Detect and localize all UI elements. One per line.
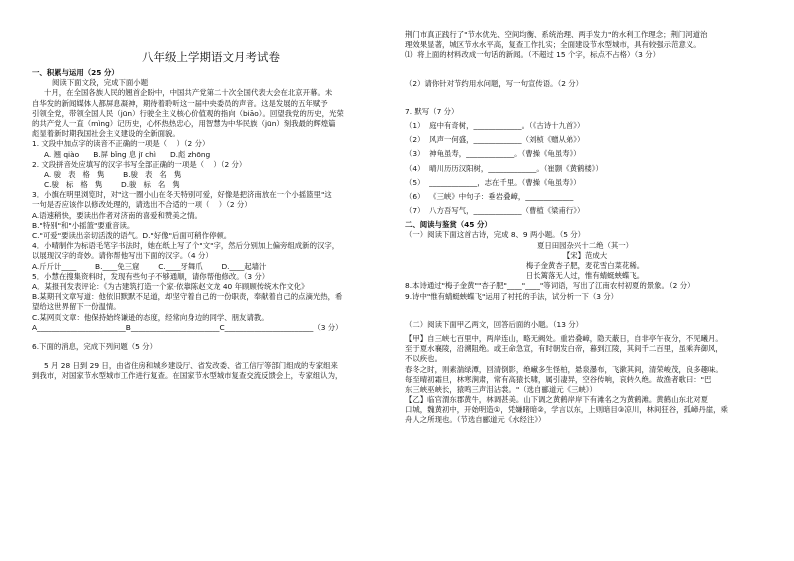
poem-line: 日长篱落无人过，惟有蜻蜓蛱蝶飞。: [525, 271, 645, 281]
passage-line: 十月，在全国各族人民的翘首企盼中，中国共产党第二十次全国代表大会在北京开幕。未: [44, 88, 333, 98]
dictation-item: （1） 庭中有奇树，_____________。（《古诗十九首》）: [405, 120, 585, 130]
text-a-line: 不以疾也。: [405, 354, 442, 364]
passage-line: 自华发的新闻媒体人都屏息凝神，期待着聆听这一届中央委员的声音。这是发展的五年赋予: [32, 98, 328, 108]
dictation-item: （2） 风声一何盛，_____________（刘桢《赠从弟》）: [405, 135, 585, 145]
reading-1-instruction: （一）阅读下面这首古诗，完成 8、9 两小题。（5 分）: [405, 230, 586, 240]
text-b-line: 舟人之所现也。（节选自郦道元《水经注》）: [405, 415, 546, 425]
right-column: [405, 0, 765, 426]
news-line: 5 月 28 日到 29 日，由省住房和城乡建设厅、省发改委、省工信厅等部门组成的专家组来: [44, 361, 338, 371]
text-b-line: 口城，魏黄初中，开始明造①，凭嫌睹暗②，学言以东，上则暗目③凉川，林间狂谷，孤嶂丹崖，乘: [405, 405, 728, 415]
question-6: 6.下面的消息，完成下列问题（5 分）: [32, 341, 157, 351]
question-3: 一句是否应该作以修改处理的，请选出不合适的一项（ ）（2 分）: [32, 200, 252, 210]
question-3-option: A.语速稍快，要读出作者对济南的喜爱和赞美之情。: [32, 210, 202, 220]
passage-line: 引领全党，带领全国人民（jūn）行驶全主义核心价值观的指向（biāo）。回望我党的历史，光荣: [32, 108, 344, 118]
dictation-item: （4） 晴川历历汉阳树，_____________。（崔颢《黄鹤楼》）: [405, 163, 603, 173]
dictation-item: （5） _____________，志在千里。（曹操《龟虽寿》）: [405, 177, 581, 187]
text-a-line: 至于夏水襄陵，沿溯阻绝。或王命急宣，有时朝发白帝，暮到江陵，其间千二百里，虽乘奔御风，: [405, 344, 723, 354]
news-line: 理效果显著，城区节水水平高，复查工作扎实；全面建设节水型城市，具有较强示范意义。: [405, 40, 701, 50]
question-1: 1. 文段中加点字的读音不正确的一项是（ ）（2 分）: [32, 139, 210, 149]
question-5-item: 望给这世界留下一份温情。: [32, 302, 121, 312]
reading-2-instruction: （二）阅读下面甲乙两文，回答后面的小题。（13 分）: [405, 319, 584, 329]
question-4: 4．小晴制作为标语毛笔字书法时，她在纸上写了个"文"字，然后分别加上偏旁组成新的汉字，: [32, 241, 340, 251]
left-column: [32, 0, 390, 381]
text-a-line: 每至晴初霜旦，林寒涧肃，常有高猿长啸，属引凄异，空谷传响，哀转久绝。故渔者歌曰："巴: [405, 374, 712, 384]
text-b-line: 【乙】临官渭东郡黄牛，林调甚美。山下调之黄鹤岸岸下有滩名之为黄鹤滩。黄鹤山东北对夏: [405, 395, 709, 405]
dictation-item: （6） 《三峡》中句子：垂岩叠嶂，_____________: [405, 191, 574, 201]
poem-author: 【宋】范成大: [562, 250, 608, 260]
question-2-options: C.骏 标 格 隽 D.骏 标 名 隽: [44, 180, 180, 190]
question-5: 5．小慧在搜集资料时，发现有些句子不够通顺，请你帮他修改。（3 分）: [32, 271, 270, 281]
section-heading: 一、积累与运用（25 分）: [32, 68, 119, 77]
question-1-options: A. 翘 qiào B.屏 bǐng 息 jī chì D.彪 zhōng: [44, 149, 211, 159]
question-3-option: B."特别"和"小摇篮"要重音读。: [32, 220, 135, 230]
question-5-item: C.某网页文章：他保持始终谦逊的态度，经常向身边的同学、朋友请教。: [32, 312, 269, 322]
instruction-line: 阅读下面文段，完成下面小题: [52, 78, 149, 88]
question-6-1: ⑴ 将上面的材料改成一句话的新闻。（不超过 15 个字，标点不占格）（3 分）: [405, 50, 660, 60]
dictation-item: （7） 八方吾写气，_____________（曹植《梁甫行》）: [405, 206, 585, 216]
question-8: 8.本诗通过"梅子金黄""杏子肥"____"____"等词语，写出了江南农村初夏的景象。（2 分）: [405, 281, 695, 291]
question-3-option: C."可爱"要读出亲切活泼的语气。D."好像"后面可稍作停顿。: [32, 231, 232, 240]
poem-title: 夏日田园杂兴十二绝（其一）: [536, 240, 634, 250]
news-line: 荆门市真正践行了"节水优先、空间均衡、系统治理、两手发力"的水利工作理念；荆门河道治: [405, 30, 708, 39]
text-a-line: 东三峡巫峡长，猿鸣三声泪沾裳。"（选自郦道元《三峡》）: [405, 384, 597, 394]
question-3: 3．小旗在明里浏览时，对"这一圈小山在冬天特别可爱，好像是把济南放在一个小摇篮里"这: [32, 190, 332, 200]
poem-line: 梅子金黄杏子肥，麦花雪白菜花稀。: [525, 261, 645, 270]
news-line: 到我市，对国家节水型城市工作进行复查。在国家节水型城市复查交流反馈会上，专家组认为，: [32, 371, 343, 381]
page-title: 八年级上学期语文月考试卷: [142, 50, 280, 64]
question-5-item: B.某期刊文章写道：他依旧默默不足道，却坚守着自己的一份职责，奉献着自己的点滴光热，希: [32, 292, 343, 302]
passage-line: 的共产党人一直（mìng）记历史，心怀热热忠心，用智慧为中华民族（jūn）刻我最的辉煌篇: [32, 118, 336, 128]
question-5-item: A．某报刊发表评论：《为古建筑打造一个家·依靠陈赵文龙 40 年顾顾传统木作文化》: [32, 281, 309, 291]
text-a-line: 【甲】自三峡七百里中，两岸连山，略无阙处。重岩叠嶂，隐天蔽日，自非亭午夜分，不见曦月。: [405, 333, 723, 343]
question-2: 2. 文段拼音处应填写的汉字书写全部正确的一项是（ ）（2 分）: [32, 159, 247, 169]
question-9: 9.诗中"惟有蜻蜓蛱蝶飞"运用了衬托的手法，试分析一下（3 分）: [405, 291, 619, 301]
question-6-2: （2）请你针对节约用水问题，写一句宣传语。（2 分）: [405, 78, 584, 88]
section-heading: 二、阅读与鉴赏（45 分）: [405, 220, 492, 230]
question-2-options: A. 骏 表 格 隽 B.骏 表 名 隽: [44, 169, 182, 179]
question-4-blanks: A.斤斤计____ B.____免三窟 C.____牙舞爪 D.____起墙汁: [32, 261, 267, 271]
question-4: 以展现汉字的奇妙。请你帮他写出下面的汉字。（4 分）: [32, 251, 213, 261]
dictation-item: （3） 神龟虽寿，_____________。（曹操《龟虽寿》）: [405, 149, 581, 159]
passage-line: 彪显着新时期我国社会主义建设的全新面貌。: [32, 129, 180, 139]
text-a-line: 春冬之时，则素湍绿潭，回清倒影，绝𪩘多生怪柏，悬泉瀑布，飞漱其间，清荣峻茂，良多趣味。: [405, 364, 723, 374]
question-7: 7. 默写（7 分）: [405, 106, 459, 116]
answer-blanks: A________________________B________________________C________________________（3 分）: [32, 322, 343, 332]
